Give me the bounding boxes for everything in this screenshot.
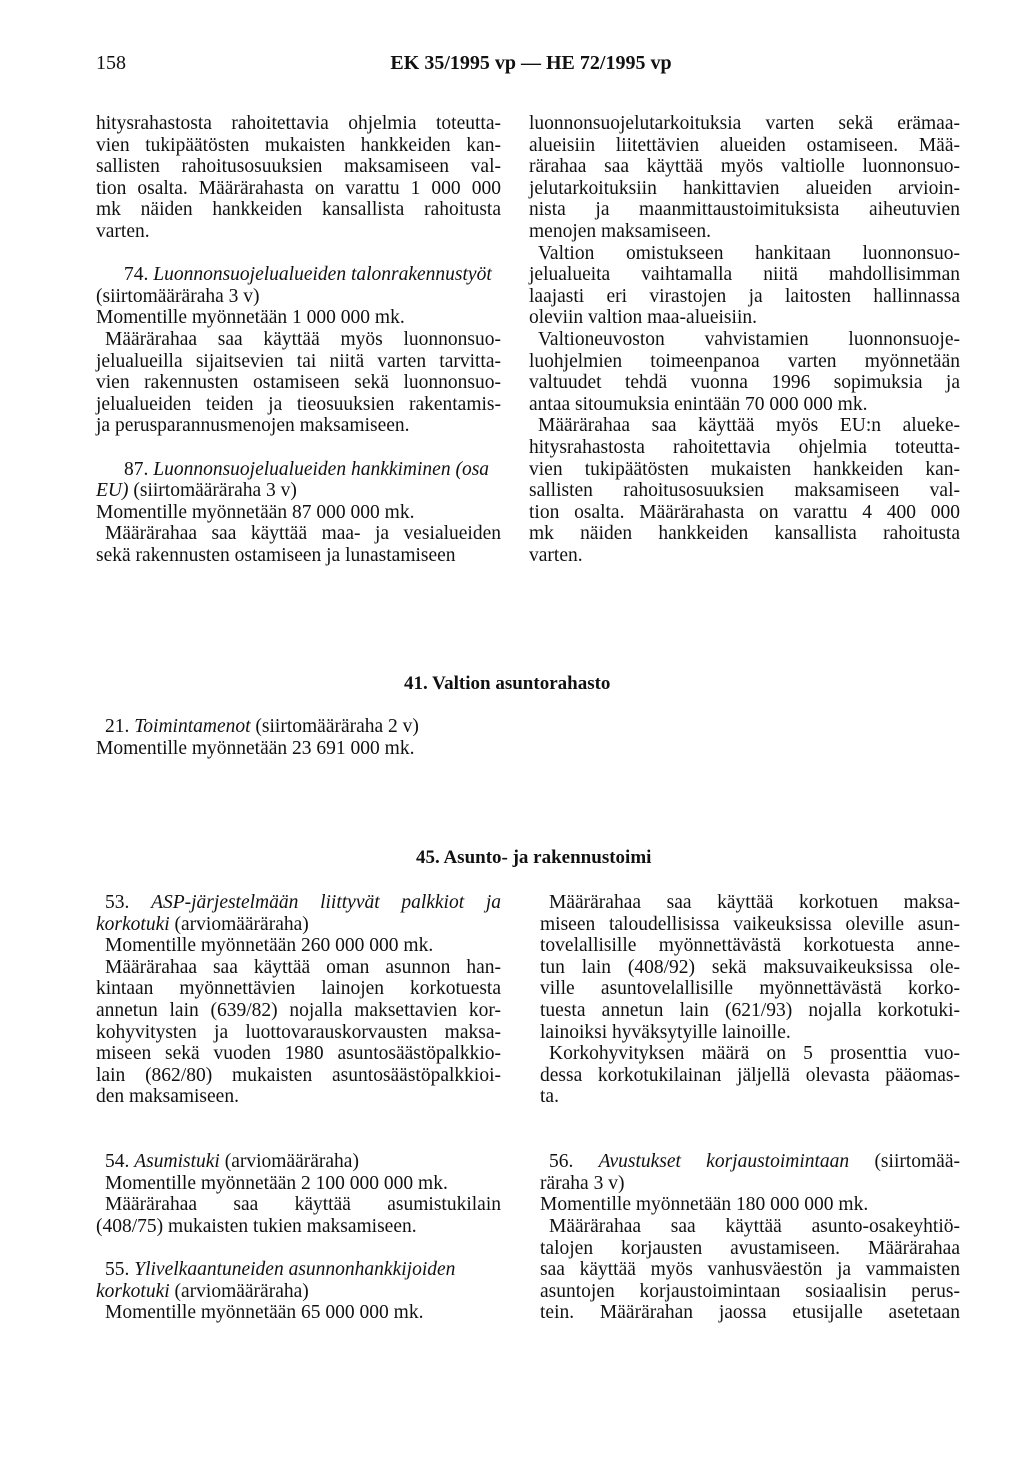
text-line: annetun lain (639/82) nojalla maksettavien kor-: [96, 999, 501, 1021]
text-line: vien tukipäätösten mukaisten hankkeiden kan-: [529, 458, 960, 480]
text-line: mk näiden hankkeiden kansallista rahoitusta: [529, 523, 960, 545]
text-line: jelualueilla sijaitsevien tai niitä varten tarvitta-: [96, 350, 501, 372]
text-line: hitysrahastosta rahoitettavia ohjelmia toteutta-: [529, 436, 960, 458]
text-line: den maksamiseen.: [96, 1086, 239, 1108]
text-line: Määrärahaa saa käyttää asumistukilain: [105, 1194, 501, 1216]
text-line: jelutarkoituksiin hankittavien alueiden arvioin-: [529, 177, 960, 199]
item-55-title: 55. Ylivelkaantuneiden asunnonhankkijoiden: [105, 1259, 456, 1281]
item-54-grant: Momentille myönnetään 2 100 000 000 mk.: [105, 1172, 448, 1194]
text-line: oleviin valtion maa-alueisiin.: [529, 307, 757, 329]
text-line: tuesta annetun lain (621/93) nojalla korkotuki-: [540, 999, 960, 1021]
text-line: jelualueiden teiden ja tieosuuksien rakentamis-: [96, 393, 501, 415]
text-line: Määrärahaa saa käyttää myös EU:n alueke-: [538, 415, 960, 437]
text-line: rärahaa saa käyttää myös valtiolle luonnonsuo-: [529, 156, 960, 178]
text-line: nista ja maanmittaustoimituksista aiheutuvien: [529, 199, 960, 221]
item-55-grant: Momentille myönnetään 65 000 000 mk.: [105, 1302, 424, 1324]
text-line: sallisten rahoitusosuuksien maksamiseen val-: [96, 156, 501, 178]
item-21-title: 21. Toimintamenot (siirtomääräraha 2 v): [105, 716, 419, 737]
text-line: (408/75) mukaisten tukien maksamiseen.: [96, 1215, 417, 1237]
text-line: Määrärahaa saa käyttää oman asunnon han-: [105, 956, 501, 978]
text-line: talojen korjausten avustamiseen. Määrärahaa: [540, 1237, 960, 1259]
text-line: lainoiksi hyväksytyille lainoille.: [540, 1021, 791, 1043]
text-line: Määrärahaa saa käyttää korkotuen maksa-: [549, 892, 960, 913]
text-line: Määrärahaa saa käyttää asunto-osakeyhtiö-: [549, 1215, 960, 1237]
text-line: valtuudet tehdä vuonna 1996 sopimuksia ja: [529, 372, 960, 394]
text-line: ville asuntovelallisille myönnettävästä korko-: [540, 978, 960, 1000]
text-line: vien tukipäätösten mukaisten hankkeiden kan-: [96, 134, 501, 156]
text-line: tion osalta. Määrärahasta on varattu 4 400 000: [529, 501, 960, 523]
item-56-type-cont: räraha 3 v): [540, 1172, 625, 1194]
running-title: EK 35/1995 vp — HE 72/1995 vp: [390, 52, 672, 74]
item-21: [96, 716, 516, 759]
page-header: [96, 52, 966, 84]
text-line: varten.: [96, 220, 150, 242]
text-line: sallisten rahoitusosuuksien maksamiseen val-: [529, 480, 960, 502]
text-line: vien rakennusten ostamiseen sekä luonnonsuo-: [96, 372, 501, 394]
text-line: Valtioneuvoston vahvistamien luonnonsuoje-: [538, 328, 960, 350]
text-line: ja perusparannusmenojen maksamiseen.: [96, 415, 410, 437]
text-line: Määrärahaa saa käyttää myös luonnonsuo-: [105, 328, 501, 350]
item-56-title: 56. Avustukset korjaustoimintaan (siirtomää-: [549, 1151, 960, 1173]
item-74-title: 74. Luonnonsuojelualueiden talonrakennustyöt: [124, 264, 492, 286]
item-53-title-cont: korkotuki (arviomääräraha): [96, 913, 309, 935]
text-line: miseen taloudellisissa vaikeuksissa oleville asun-: [540, 913, 960, 935]
text-line: asuntojen korjaustoimintaan sosiaalisin perus-: [540, 1280, 960, 1302]
text-line: kohyvitysten ja luottovarauskorvausten maksa-: [96, 1021, 501, 1043]
text-line: sekä rakennusten ostamiseen ja lunastamiseen: [96, 544, 456, 566]
text-line: hitysrahastosta rahoitettavia ohjelmia toteutta-: [96, 113, 501, 134]
text-line: luonnonsuojelutarkoituksia varten sekä erämaa-: [529, 113, 960, 134]
text-line: lain (862/80) mukaisten asuntosäästöpalkkioi-: [96, 1064, 501, 1086]
section-41-heading: 41. Valtion asuntorahasto: [404, 673, 611, 694]
text-line: alueisiin liitettävien alueiden ostamiseen. Mää-: [529, 134, 960, 156]
text-line: Valtion omistukseen hankitaan luonnonsuo-: [538, 242, 960, 264]
item-21-grant: Momentille myönnetään 23 691 000 mk.: [96, 737, 415, 759]
text-line: mk näiden hankkeiden kansallista rahoitusta: [96, 199, 501, 221]
item-87-title-cont: EU) (siirtomääräraha 3 v): [96, 480, 297, 502]
text-line: saa käyttää myös vanhusväestön ja vammaisten: [540, 1259, 960, 1281]
section-45-left-column: [96, 892, 501, 1324]
text-line: tun lain (408/92) sekä maksuvaikeuksissa ole-: [540, 956, 960, 978]
text-line: tovelallisille myönnettävästä korkotuesta anne-: [540, 935, 960, 957]
item-87-title: 87. Luonnonsuojelualueiden hankkiminen (osa: [124, 458, 490, 480]
text-line: miseen sekä vuoden 1980 asuntosäästöpalkkio-: [96, 1043, 501, 1065]
text-line: kintaan myönnettävien lainojen korkotuesta: [96, 978, 501, 1000]
page-number: 158: [96, 52, 126, 74]
text-line: luohjelmien toimeenpanoa varten myönnetään: [529, 350, 960, 372]
text-line: tein. Määrärahan jaossa etusijalle asetetaan: [540, 1302, 960, 1324]
text-line: dessa korkotukilainan jäljellä olevasta pääomas-: [540, 1064, 960, 1086]
top-right-column: [529, 113, 960, 566]
text-line: Määrärahaa saa käyttää maa- ja vesialueiden: [105, 523, 501, 545]
text-line: ta.: [540, 1086, 559, 1108]
section-45-right-column: [540, 892, 960, 1324]
item-53-grant: Momentille myönnetään 260 000 000 mk.: [105, 935, 434, 957]
text-line: Korkohyvityksen määrä on 5 prosenttia vuo-: [549, 1043, 960, 1065]
item-56-grant: Momentille myönnetään 180 000 000 mk.: [540, 1194, 869, 1216]
section-45-heading: 45. Asunto- ja rakennustoimi: [416, 847, 652, 868]
item-87-grant: Momentille myönnetään 87 000 000 mk.: [96, 501, 415, 523]
item-53-title: 53. ASP-järjestelmään liittyvät palkkiot ja: [105, 892, 502, 913]
text-line: menojen maksamiseen.: [529, 220, 711, 242]
text-line: laajasti eri virastojen ja laitosten hallinnassa: [529, 285, 960, 307]
item-74-type: (siirtomääräraha 3 v): [96, 285, 260, 307]
text-line: jelualueita vaihtamalla niitä mahdollisimman: [529, 264, 960, 286]
item-55-title-cont: korkotuki (arviomääräraha): [96, 1280, 309, 1302]
top-left-column: [96, 113, 501, 566]
text-line: tion osalta. Määrärahasta on varattu 1 000 000: [96, 177, 501, 199]
item-74-grant: Momentille myönnetään 1 000 000 mk.: [96, 307, 405, 329]
item-54-title: 54. Asumistuki (arviomääräraha): [105, 1151, 359, 1173]
text-line: antaa sitoumuksia enintään 70 000 000 mk.: [529, 393, 868, 415]
text-line: varten.: [529, 544, 583, 566]
